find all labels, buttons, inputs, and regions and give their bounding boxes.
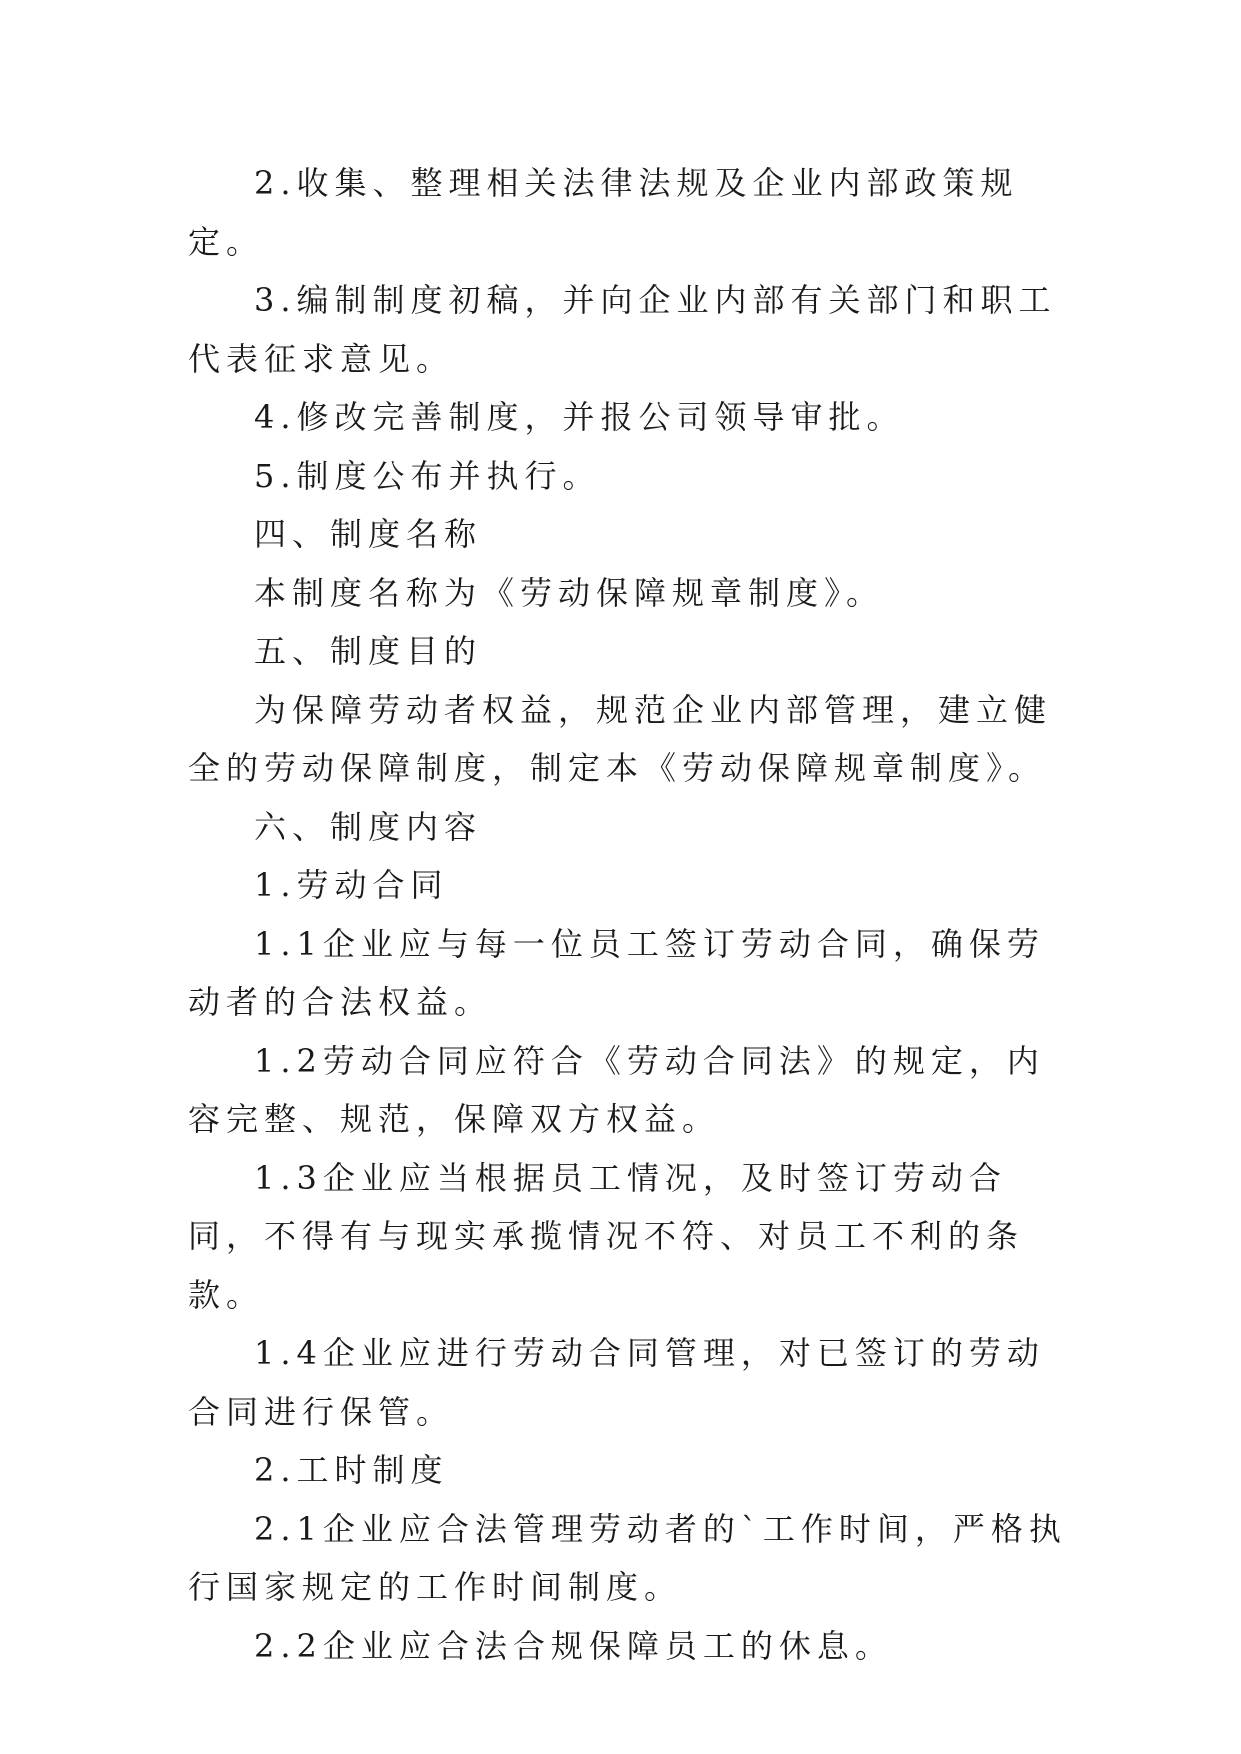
paragraph: 2.收集、整理相关法律法规及企业内部政策规定。 [188,164,1019,261]
paragraph: 为保障劳动者权益，规范企业内部管理，建立健全的劳动保障制度，制定本《劳动保障规章制度》。 [188,690,1053,787]
paragraph: 3.编制制度初稿，并向企业内部有关部门和职工代表征求意见。 [188,281,1057,378]
paragraph: 2.1企业应合法管理劳动者的`工作时间，严格执行国家规定的工作时间制度。 [188,1509,1067,1606]
paragraph: 4.修改完善制度，并报公司领导审批。 [254,398,905,436]
subsection-heading: 1.劳动合同 [254,866,449,904]
paragraph: 2.2企业应合法合规保障员工的休息。 [254,1626,893,1665]
section-heading: 六、制度内容 [254,807,483,846]
document-body [188,154,1068,1675]
section-heading: 四、制度名称 [254,515,483,553]
paragraph: 1.4企业应进行劳动合同管理，对已签订的劳动合同进行保管。 [188,1334,1045,1431]
paragraph: 本制度名称为《劳动保障规章制度》。 [254,573,885,612]
paragraph: 1.2劳动合同应符合《劳动合同法》的规定，内容完整、规范，保障双方权益。 [188,1041,1045,1138]
paragraph: 1.3企业应当根据员工情况，及时签订劳动合同，不得有与现实承揽情况不符、对员工不利的条款。 [188,1158,1025,1314]
paragraph: 5.制度公布并执行。 [254,456,601,495]
subsection-heading: 2.工时制度 [254,1451,449,1489]
section-heading: 五、制度目的 [254,632,483,670]
paragraph: 1.1企业应与每一位员工签订劳动合同，确保劳动者的合法权益。 [188,924,1045,1021]
